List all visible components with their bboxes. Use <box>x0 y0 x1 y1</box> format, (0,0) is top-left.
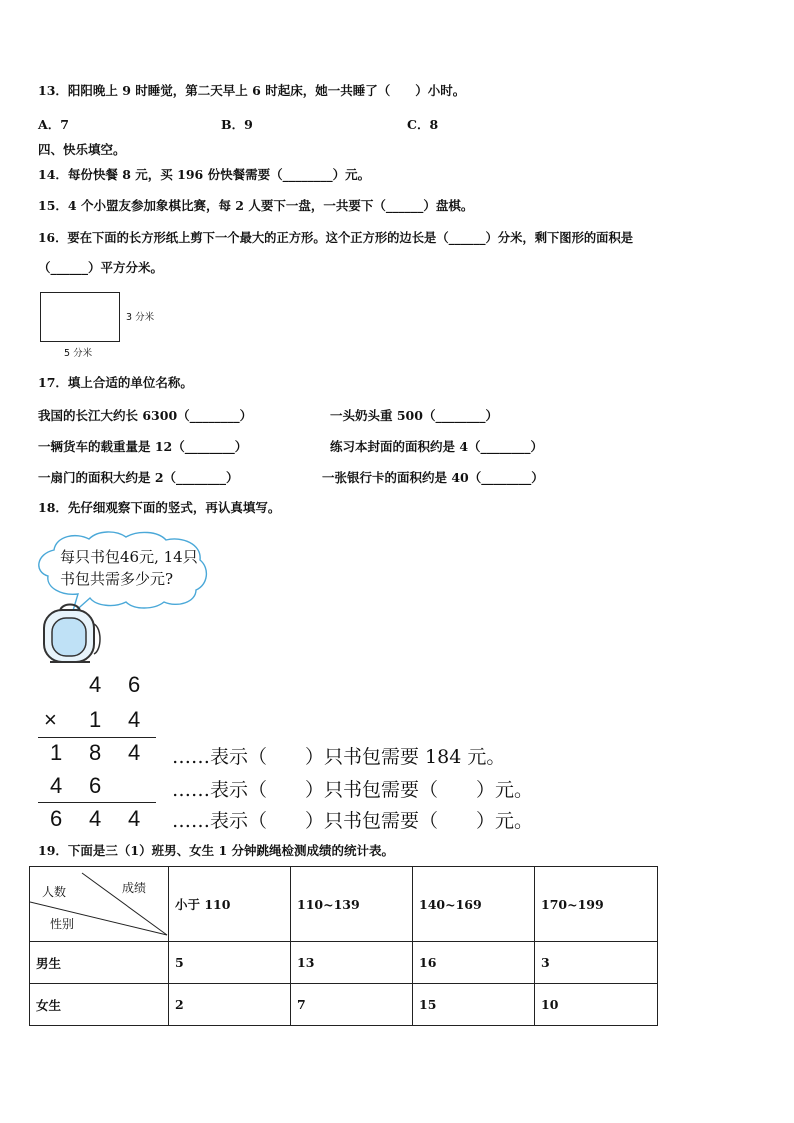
q13-option-c: C．8 <box>407 117 439 132</box>
q13-option-a: A．7 <box>38 117 69 132</box>
q13-text: 13．阳阳晚上 9 时睡觉，第二天早上 6 时起床，她一共睡了（ ）小时。 <box>38 83 466 98</box>
rect-bottom-label: 5 分米 <box>64 348 93 359</box>
multiplicand-digit: 4 <box>89 672 102 697</box>
q17-item: 一辆货车的载重量是 12（________） <box>38 439 248 454</box>
multiplicand-digit: 6 <box>128 672 141 697</box>
column-header: 140~169 <box>413 867 535 942</box>
result-digit: 4 <box>128 806 141 831</box>
q17-title: 17．填上合适的单位名称。 <box>38 375 193 390</box>
multiplier-digit: 1 <box>89 707 102 732</box>
diagonal-header-cell <box>30 867 169 942</box>
q18-title: 18．先仔细观察下面的竖式，再认真填写。 <box>38 500 281 515</box>
multiplier-digit: 4 <box>128 707 141 732</box>
backpack-icon <box>38 600 104 666</box>
table-cell: 5 <box>169 942 291 984</box>
q17-item: 一头奶头重 500（________） <box>330 408 498 423</box>
q17-item: 我国的长江大约长 6300（________） <box>38 408 253 423</box>
row-label: 女生 <box>30 984 169 1026</box>
rectangle-figure <box>40 292 120 342</box>
note-line-1: ……表示（ ）只书包需要 184 元。 <box>172 746 506 768</box>
partial-product-digit: 6 <box>89 773 102 798</box>
product-line <box>38 737 156 738</box>
partial-product-digit: 4 <box>128 740 141 765</box>
partial-product-digit: 1 <box>50 740 63 765</box>
multiply-sign: × <box>44 707 57 732</box>
result-digit: 4 <box>89 806 102 831</box>
table-cell: 7 <box>291 984 413 1026</box>
bubble-line-2: 书包共需多少元? <box>60 570 174 588</box>
table-cell: 2 <box>169 984 291 1026</box>
q14-text: 14．每份快餐 8 元，买 196 份快餐需要（________）元。 <box>38 167 371 182</box>
q13-option-b: B．9 <box>221 117 253 132</box>
q17-item: 一张银行卡的面积约是 40（________） <box>322 470 544 485</box>
table-cell: 10 <box>535 984 658 1026</box>
note-line-3: ……表示（ ）只书包需要（ ）元。 <box>172 810 534 832</box>
rect-side-label: 3 分米 <box>126 312 155 323</box>
row-label: 男生 <box>30 942 169 984</box>
table-row <box>30 984 658 1026</box>
partial-product-digit: 8 <box>89 740 102 765</box>
table-cell: 3 <box>535 942 658 984</box>
section-title: 四、快乐填空。 <box>38 142 126 157</box>
note-line-2: ……表示（ ）只书包需要（ ）元。 <box>172 779 534 801</box>
q19-title: 19．下面是三（1）班男、女生 1 分钟跳绳检测成绩的统计表。 <box>38 843 394 858</box>
q16-line1: 16．要在下面的长方形纸上剪下一个最大的正方形。这个正方形的边长是（______）分米，剩下图形的面积是 <box>38 230 634 245</box>
column-header: 110~139 <box>291 867 413 942</box>
stats-table <box>29 866 658 1026</box>
result-digit: 6 <box>50 806 63 831</box>
column-header: 小于 110 <box>169 867 291 942</box>
header-score: 成绩 <box>122 881 147 895</box>
header-gender: 性别 <box>50 917 75 931</box>
partial-product-digit: 4 <box>50 773 63 798</box>
q17-item: 一扇门的面积大约是 2（________） <box>38 470 239 485</box>
q15-text: 15．4 个小盟友参加象棋比赛，每 2 人要下一盘，一共要下（______）盘棋。 <box>38 198 474 213</box>
table-header-row <box>30 867 658 942</box>
q16-line2: （______）平方分米。 <box>38 260 164 275</box>
table-cell: 15 <box>413 984 535 1026</box>
column-header: 170~199 <box>535 867 658 942</box>
q17-item: 练习本封面的面积约是 4（________） <box>330 439 544 454</box>
sum-line <box>38 802 156 803</box>
header-count: 人数 <box>42 885 67 899</box>
table-cell: 16 <box>413 942 535 984</box>
table-row <box>30 942 658 984</box>
bubble-line-1: 每只书包46元, 14只 <box>60 548 198 566</box>
table-cell: 13 <box>291 942 413 984</box>
